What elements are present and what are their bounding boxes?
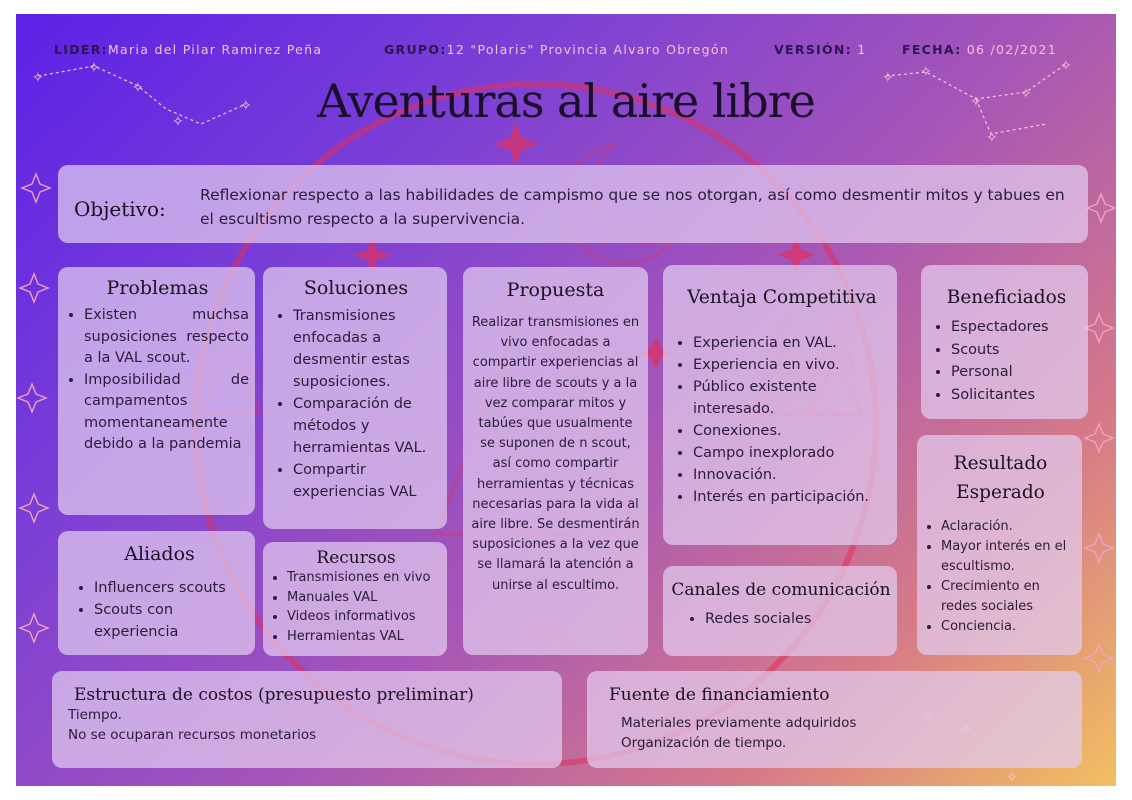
- beneficiaries-title: Beneficiados: [946, 287, 1067, 308]
- allies-list: [70, 577, 249, 643]
- funding-line: Organización de tiempo.: [621, 735, 787, 751]
- channels-card: [663, 566, 897, 656]
- list-item: • Scouts con experiencia: [94, 599, 249, 643]
- problems-card: [58, 267, 255, 515]
- list-item: • Redes sociales: [705, 608, 893, 630]
- list-item: • Personal: [951, 361, 1082, 384]
- version-label: VERSIÓN:: [774, 42, 852, 57]
- list-item: • Solicitantes: [951, 384, 1082, 407]
- objective-label: Objetivo:: [74, 197, 166, 221]
- header: [54, 42, 1094, 56]
- expected-result-title: [925, 449, 1076, 507]
- svg-text:✧: ✧: [32, 70, 44, 86]
- proposal-title: Propuesta: [506, 279, 605, 301]
- date-field: [902, 42, 1057, 57]
- list-item: • Influencers scouts: [94, 577, 249, 599]
- list-item: • Experiencia en vivo.: [693, 354, 891, 376]
- list-item: • Público existente interesado.: [693, 376, 891, 420]
- leader-label: LIDER:: [54, 42, 108, 57]
- list-item: • Manuales VAL: [287, 588, 443, 608]
- beneficiaries-card: [921, 265, 1088, 419]
- solutions-title: Soluciones: [303, 277, 409, 299]
- list-item: • Interés en participación.: [693, 486, 891, 508]
- funding-title: Fuente de financiamiento: [609, 685, 830, 705]
- expected-result-list: [925, 517, 1076, 637]
- date-value: 06 /02/2021: [966, 42, 1058, 57]
- version-value: 1: [857, 42, 867, 57]
- svg-text:✧: ✧: [986, 130, 998, 146]
- page-title: Aventuras al aire libre: [317, 74, 815, 128]
- list-item: • Transmisiones enfocadas a desmentir estas suposiciones.: [293, 305, 439, 393]
- funding-card: [587, 671, 1082, 768]
- competitive-advantage-list: [673, 332, 891, 508]
- allies-card: [58, 531, 255, 655]
- svg-text:✧: ✧: [88, 60, 100, 76]
- svg-text:✧: ✧: [1006, 770, 1018, 786]
- resources-title: Recursos: [316, 548, 396, 568]
- resources-list: [269, 568, 443, 646]
- group-field: [384, 42, 729, 57]
- objective-card: [58, 165, 1088, 243]
- list-item: • Compartir experiencias VAL: [293, 459, 439, 503]
- expected-result-title-line2: Esperado: [956, 482, 1045, 503]
- group-label: GRUPO:: [384, 42, 447, 57]
- expected-result-card: [917, 435, 1082, 655]
- group-value: 12 "Polaris" Provincia Alvaro Obregón: [446, 42, 730, 57]
- costs-text: [68, 705, 552, 745]
- leader-field: [54, 42, 322, 57]
- allies-title: Aliados: [124, 543, 195, 565]
- list-item: • Existen muchsa suposiciones respecto a la VAL scout.: [84, 305, 249, 370]
- svg-text:✧: ✧: [1060, 58, 1072, 74]
- list-item: • Aclaración.: [941, 517, 1076, 537]
- problems-title: Problemas: [106, 277, 209, 299]
- costs-card: [52, 671, 562, 768]
- list-item: • Crecimiento en redes sociales: [941, 577, 1076, 617]
- competitive-advantage-title: Ventaja Competitiva: [687, 287, 877, 308]
- svg-text:✧: ✧: [240, 98, 252, 114]
- svg-text:✧: ✧: [172, 114, 184, 130]
- list-item: • Mayor interés en el escultismo.: [941, 537, 1076, 577]
- funding-line: Materiales previamente adquiridos: [621, 715, 857, 731]
- date-label: FECHA:: [902, 42, 962, 57]
- list-item: • Comparación de métodos y herramientas VAL.: [293, 393, 439, 459]
- competitive-advantage-card: [663, 265, 897, 545]
- costs-title: Estructura de costos (presupuesto preliminar): [74, 685, 474, 705]
- objective-text: Reflexionar respecto a las habilidades de campismo que se nos otorgan, así como desmentir mitos y tabues en el escultismo respecto a la supervivencia.: [200, 186, 1065, 228]
- list-item: • Transmisiones en vivo: [287, 568, 443, 588]
- costs-line: Tiempo.: [68, 707, 122, 723]
- proposal-text: Realizar transmisiones en vivo enfocadas a compartir experiencias al aire libre de scouts y a la vez comparar mitos y tabúes que usualmente se suponen de n scout, así como compartir herramientas y técnicas necesarias para la vida al aire libre. Se desmentirán suposiciones a la vez que se llamará la atención a unirse al escultimo.: [471, 315, 640, 593]
- list-item: • Experiencia en VAL.: [693, 332, 891, 354]
- beneficiaries-list: [931, 316, 1082, 406]
- svg-text:✧: ✧: [1020, 86, 1032, 102]
- list-item: • Conexiones.: [693, 420, 891, 442]
- costs-line: No se ocuparan recursos monetarios: [68, 727, 317, 743]
- list-item: • Videos informativos: [287, 607, 443, 627]
- channels-title: Canales de comunicación: [671, 580, 891, 600]
- leader-value: Maria del Pilar Ramirez Peña: [107, 42, 323, 57]
- svg-text:✧: ✧: [132, 80, 144, 96]
- funding-text: [621, 713, 1072, 753]
- list-item: • Scouts: [951, 339, 1082, 362]
- resources-card: [263, 542, 447, 656]
- list-item: • Innovación.: [693, 464, 891, 486]
- list-item: • Conciencia.: [941, 617, 1076, 637]
- expected-result-title-line1: Resultado: [953, 453, 1048, 474]
- canvas: [16, 14, 1116, 786]
- channels-list: [669, 608, 893, 630]
- svg-text:✧: ✧: [920, 64, 932, 80]
- svg-text:✧: ✧: [970, 94, 982, 110]
- version-field: [774, 42, 867, 57]
- list-item: • Herramientas VAL: [287, 627, 443, 647]
- svg-text:✧: ✧: [882, 70, 894, 86]
- list-item: • Imposibilidad de campamentos momentaneamente debido a la pandemia: [84, 370, 249, 456]
- solutions-card: [263, 267, 447, 529]
- solutions-list: [273, 305, 439, 503]
- list-item: • Espectadores: [951, 316, 1082, 339]
- list-item: • Campo inexplorado: [693, 442, 891, 464]
- proposal-card: [463, 267, 648, 655]
- problems-list: [66, 305, 249, 456]
